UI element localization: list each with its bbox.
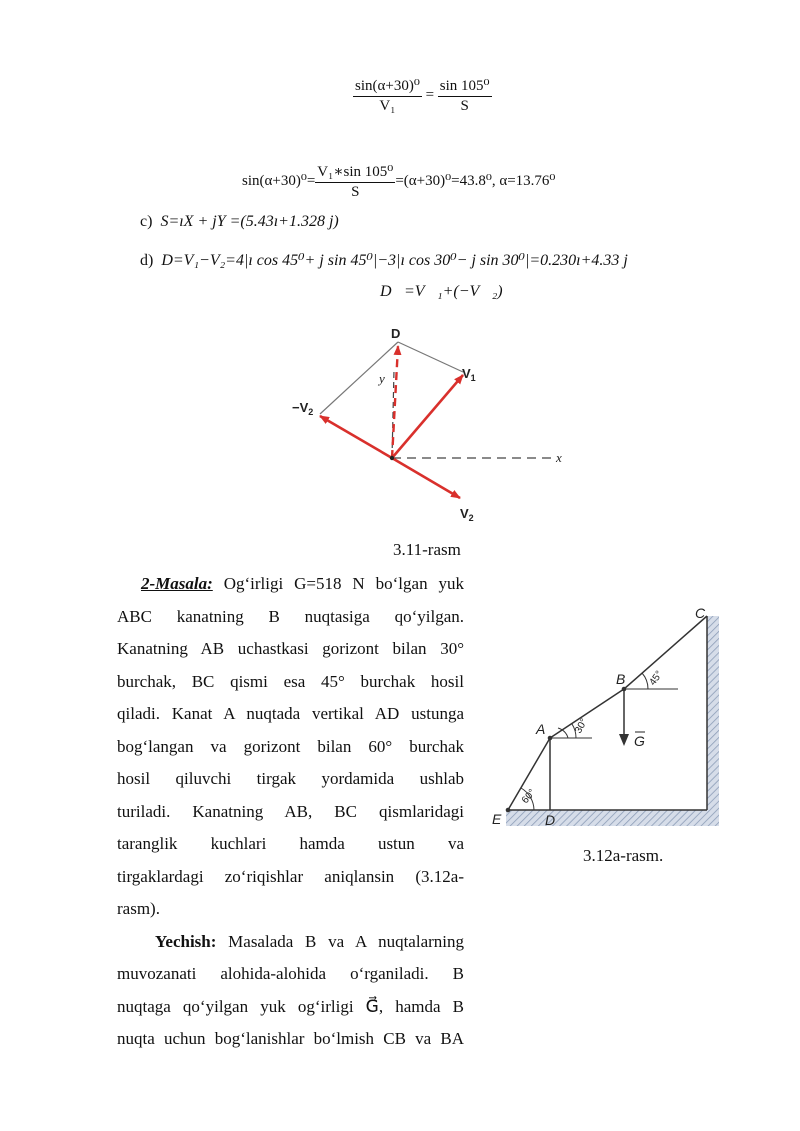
problem-line-9: taranglik kuchlari hamda ustun va xyxy=(117,834,464,853)
angle-label-45: 45° xyxy=(647,669,666,688)
eq1-left-denominator: V₁ xyxy=(379,98,396,114)
problem-line-8: turiladi. Kanatning AB, BC qismlaridagi xyxy=(117,801,464,821)
vector-d-resultant xyxy=(392,346,398,458)
vector-v2 xyxy=(392,458,460,498)
problem-line-10: tirgaklardagi zo‘riqishlar aniqlansin (3.12a- xyxy=(117,866,464,886)
eq-d-text: D=V₁−V₂=4|ı cos 45⁰+ j sin 45⁰|−3|ı cos 30⁰− j sin 30⁰|=0.230ı+4.33 j xyxy=(161,252,628,269)
label-b: B xyxy=(616,671,626,687)
label-x: x xyxy=(556,450,562,465)
problem-text xyxy=(117,568,464,1056)
eq2-lhs: sin(α+30)⁰= xyxy=(242,172,316,189)
eq-d-label: d) xyxy=(140,252,154,269)
vertical-wall xyxy=(707,616,719,826)
label-minus-v2: $-V_2$ xyxy=(292,400,314,417)
eq2-denominator: S xyxy=(351,184,360,200)
label-c: C xyxy=(695,605,706,621)
figure-3-11-caption: 3.11-rasm xyxy=(393,540,461,559)
problem-line-5: qiladi. Kanat A nuqtada vertikal AD ustunga xyxy=(117,704,464,723)
figure-3-11-vector-diagram xyxy=(270,318,590,526)
problem-line-3: Kanatning AB uchastkasi gorizont bilan 30° xyxy=(117,639,464,658)
label-e: E xyxy=(492,811,502,827)
solution-line-4: nuqta uchun bog‘lanishlar bo‘lmish CB va BA xyxy=(117,1029,464,1048)
problem-line-text: Og‘irligi G=518 N bo‘lgan yuk xyxy=(223,574,465,593)
rope-ab xyxy=(550,689,624,738)
solution-line-text: Masalada B va A nuqtalarning xyxy=(228,931,464,951)
eq1-right-denominator: S xyxy=(460,98,469,114)
point-a xyxy=(548,736,553,741)
problem-line-4: burchak, BC qismi esa 45° burchak hosil xyxy=(117,671,464,691)
problem-line-2: ABC kanatning B nuqtasiga qo‘yilgan. xyxy=(117,606,464,626)
eq2-numerator: V₁∗sin 105⁰ xyxy=(315,162,395,183)
problem-line-11: rasm). xyxy=(117,899,160,918)
angle-label-60: 60° xyxy=(519,787,539,806)
eq1-equals: = xyxy=(425,86,435,103)
eq1-left-numerator: sin(α+30)⁰ xyxy=(353,76,422,97)
solution-line-2: muvozanati alohida-alohida o‘rganiladi. B xyxy=(117,964,464,983)
parallelogram-edge-d-mv2 xyxy=(320,342,398,414)
problem-line-6: bog‘langan va gorizont bilan 60° burchak xyxy=(117,736,464,756)
parallelogram-edge-d-v1 xyxy=(398,342,463,372)
equation-vector xyxy=(380,283,503,301)
equation-d xyxy=(140,250,628,270)
label-d: D xyxy=(391,326,401,341)
eq-c-label: c) xyxy=(140,213,153,230)
label-v1: $V_1$ xyxy=(462,366,476,383)
eq1-right-numerator: sin 105⁰ xyxy=(438,76,492,97)
equation-ratio xyxy=(353,76,492,115)
label-a: A xyxy=(536,721,546,737)
problem-line-7: hosil qiluvchi tirgak yordamida ushlab xyxy=(117,769,464,788)
point-b xyxy=(622,687,627,692)
weight-g-arrowhead xyxy=(619,734,629,746)
eq-c-text: S=ıX + jY =(5.43ı+1.328 j) xyxy=(160,213,339,230)
eq2-rhs: =(α+30)⁰=43.8⁰, α=13.76⁰ xyxy=(395,172,556,189)
origin-point xyxy=(390,456,394,460)
label-v2: $V_2$ xyxy=(460,506,474,523)
problem-title: 2-Masala: xyxy=(141,574,213,593)
eq-vec-text: D⃗=V⃗₁+(−V⃗₂) xyxy=(380,283,503,300)
vector-minus-v2 xyxy=(320,416,392,458)
problem-line-1 xyxy=(117,568,464,601)
label-g: G xyxy=(634,733,645,749)
solution-line-1 xyxy=(117,926,464,959)
solution-title: Yechish: xyxy=(155,931,217,951)
label-d: D xyxy=(545,812,556,828)
point-e xyxy=(506,808,511,813)
figure-3-12a-caption: 3.12a-rasm. xyxy=(583,846,664,865)
rope-bc xyxy=(624,616,707,689)
equation-alpha xyxy=(242,162,555,201)
angle-label-30: 30° xyxy=(573,716,591,736)
label-y: y xyxy=(379,371,385,386)
vector-v1 xyxy=(392,375,463,458)
equation-c xyxy=(140,213,339,231)
figure-3-12a-rope-diagram xyxy=(488,600,728,836)
ground xyxy=(506,810,719,826)
solution-line-3: nuqtaga qo‘yilgan yuk og‘irligi G⃗, hamda B xyxy=(117,996,464,1016)
